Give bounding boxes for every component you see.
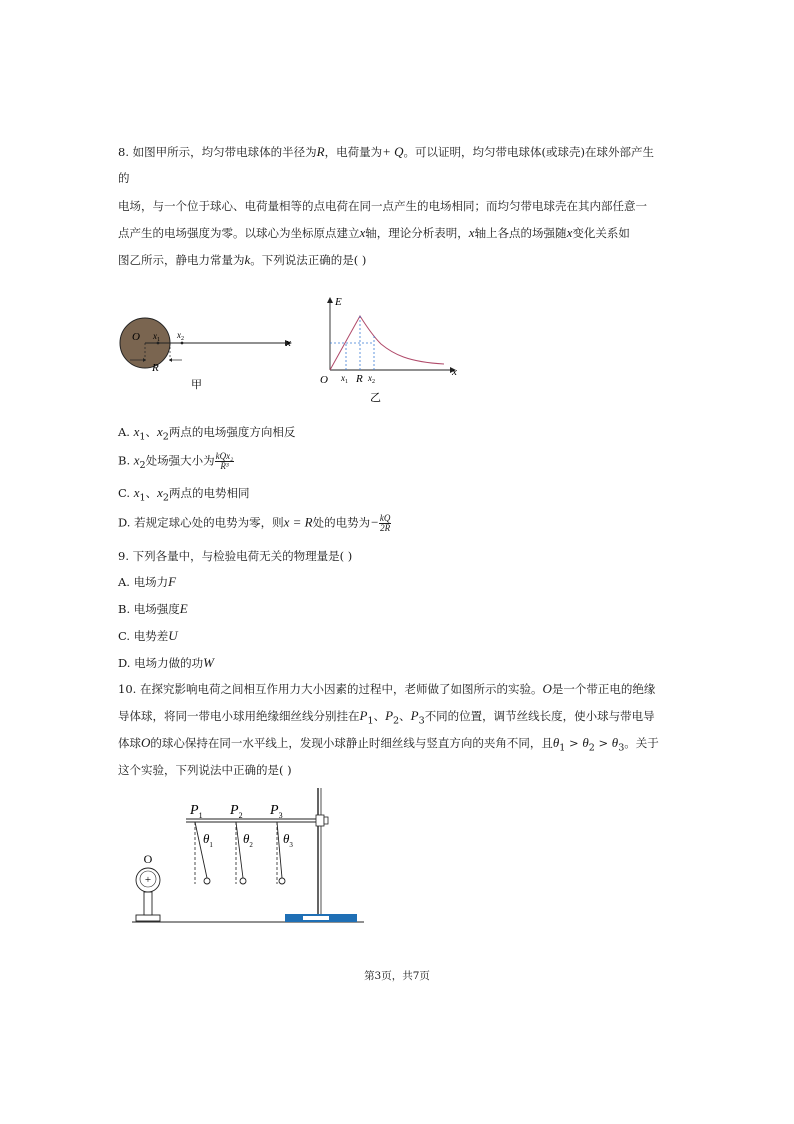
q8-stem-line5 [118, 252, 366, 268]
text: 轴，理论分析表明， [365, 226, 469, 240]
figure-yi [318, 294, 468, 409]
text: 体球 [118, 736, 141, 750]
ball-3 [279, 878, 285, 884]
text: ，电荷量为 [324, 145, 383, 159]
text: C. [118, 486, 134, 500]
var-P: P [385, 708, 394, 723]
label-x2: $x_2$ [368, 373, 375, 385]
denominator: R³ [220, 461, 229, 471]
denominator: 2R [380, 523, 391, 533]
label-theta3: $\theta_3$ [283, 831, 293, 849]
thread-3 [277, 822, 282, 878]
gt: > [565, 736, 583, 750]
var-x: x [468, 225, 475, 240]
q8-option-c [118, 485, 249, 506]
subscript: 3 [618, 742, 625, 754]
text: 。下列说法正确的是( ) [250, 253, 367, 267]
r-arrowhead-right [169, 358, 172, 362]
subscript: 2 [588, 742, 595, 754]
page-footer: 第3页，共7页 [364, 970, 430, 982]
text: 导体球，将同一带电小球用绝缘细丝线分别挂在 [118, 709, 360, 723]
var-theta: θ [611, 735, 619, 750]
subscript: 1 [139, 492, 146, 504]
label-O: O [132, 331, 140, 343]
var-theta: θ [582, 735, 589, 750]
ball-2 [240, 878, 246, 884]
minus: − [370, 514, 379, 530]
label-x-axis: x [286, 337, 291, 349]
subscript: 2 [139, 459, 146, 471]
o-stand-base [136, 915, 160, 921]
subscript: 2 [162, 431, 169, 443]
text: C. 电势差 [118, 629, 169, 643]
text: 两点的电势相同 [168, 486, 250, 500]
q9-option-c [118, 628, 178, 644]
label-x1: $x_1$ [341, 373, 348, 385]
symbol: F [168, 574, 177, 589]
var-x: x [133, 452, 140, 468]
q10-stem-line4: 这个实验，下列说法中正确的是( ) [118, 763, 292, 777]
fraction [215, 452, 235, 471]
text: 、 [373, 709, 386, 723]
caption-yi: 乙 [370, 391, 381, 404]
var-x: x [133, 424, 140, 439]
label-P2: $P_2$ [230, 803, 243, 820]
q9-option-d [118, 655, 214, 671]
text: 变化关系如 [572, 226, 630, 240]
fraction [379, 514, 392, 533]
text: 两点的电场强度方向相反 [168, 425, 296, 439]
text: D. 若规定球心处的电势为零，则 [118, 515, 284, 530]
q10-stem-line3 [118, 735, 659, 756]
var-P: P [359, 708, 368, 723]
label-O: O [143, 852, 153, 866]
ball-1 [204, 878, 210, 884]
plus-sign: + [144, 874, 152, 886]
text: 、 [145, 486, 158, 500]
var-x: x [133, 485, 140, 500]
symbol: U [168, 628, 178, 643]
label-E: E [335, 296, 342, 308]
var-x: x [566, 225, 573, 240]
symbol: W [203, 655, 214, 670]
subscript: 1 [367, 715, 374, 727]
label-theta1: $\theta_1$ [203, 831, 213, 849]
subscript: 1 [559, 742, 566, 754]
text: A. 电场力 [118, 575, 169, 589]
label-P3: $P_3$ [270, 803, 283, 820]
numerator: kQx₂ [215, 451, 234, 461]
q9-option-b [118, 601, 188, 617]
o-stand-post [144, 892, 152, 915]
text: 、 [145, 425, 158, 439]
symbol: E [179, 601, 188, 616]
stand-base-slot [303, 916, 329, 920]
var-x: x [359, 225, 366, 240]
figure-q10 [130, 784, 370, 924]
text: 的球心保持在同一水平线上，发现小球静止时细丝线与竖直方向的夹角不同，且 [150, 736, 553, 750]
clamp-screw [324, 817, 328, 824]
text: 是一个带正电的绝缘 [551, 682, 656, 696]
q8-option-d [118, 514, 391, 533]
text: 8. 如图甲所示，均匀带电球体的半径为 [118, 145, 317, 159]
gt: > [594, 736, 612, 750]
subscript: 1 [139, 431, 146, 443]
label-R: R [152, 362, 159, 374]
text: 10. 在探究影响电荷之间相互作用力大小因素的过程中，老师做了如图所示的实验。 [118, 682, 543, 696]
label-theta2: $\theta_2$ [243, 831, 253, 849]
text: 。可以证明，均匀带电球体(或球壳)在球外部产生 [403, 145, 654, 159]
text: 图乙所示，静电力常量为 [118, 253, 245, 267]
var-P: P [410, 708, 419, 723]
text: 轴上各点的场强随 [474, 226, 567, 240]
subscript: 2 [393, 715, 400, 727]
text: 不同的位置，调节丝线长度，使小球与带电导 [424, 709, 655, 723]
var-theta: θ [552, 735, 560, 750]
clamp [316, 815, 324, 826]
q8-stem-line3: 电场，与一个位于球心、电荷量相等的点电荷在同一点产生的电场相同；而均匀带电球壳在其内部任意一 [118, 199, 647, 213]
text: B. [118, 453, 134, 468]
q8-stem-line4 [118, 225, 630, 241]
var-x: x [157, 424, 163, 439]
numerator: kQ [379, 513, 391, 523]
q10-stem-line2 [118, 708, 655, 729]
e-axis-arrow [327, 297, 333, 303]
var-O: O [141, 735, 151, 750]
text: D. 电场力做的功 [118, 656, 204, 670]
q10-stem-line1 [118, 681, 655, 697]
label-R: R [356, 373, 363, 385]
figure-jia [110, 318, 310, 398]
subscript: 3 [418, 715, 425, 727]
text: B. 电场强度 [118, 602, 180, 616]
var-k: k [244, 252, 251, 267]
q9-stem: 9. 下列各量中，与检验电荷无关的物理量是( ) [118, 549, 353, 563]
var-O: O [542, 681, 552, 696]
q8-stem-line2: 的 [118, 171, 130, 185]
label-O: O [320, 374, 328, 386]
text: 。关于 [624, 736, 659, 750]
var-R: R [316, 144, 325, 159]
subscript: 2 [162, 492, 169, 504]
thread-2 [236, 822, 243, 878]
text: 点产生的电场强度为零。以球心为坐标原点建立 [118, 226, 360, 240]
q9-option-a [118, 574, 176, 590]
q8-stem-line1 [118, 144, 654, 160]
equation: x = R [283, 514, 313, 530]
label-x1: $x_1$ [153, 331, 160, 343]
label-P1: $P_1$ [190, 803, 203, 820]
point-x2 [181, 342, 184, 345]
text: 处场强大小为 [145, 453, 215, 468]
caption-jia: 甲 [191, 378, 202, 391]
var-Q: + Q [382, 144, 404, 159]
text: 、 [399, 709, 411, 723]
q8-option-b [118, 452, 234, 474]
text: A. [118, 425, 134, 439]
text: 处的电势为 [312, 515, 371, 530]
q8-option-a [118, 424, 295, 445]
label-x2: $x_2$ [177, 330, 184, 342]
label-x-axis: x [452, 366, 457, 378]
var-x: x [157, 485, 163, 500]
